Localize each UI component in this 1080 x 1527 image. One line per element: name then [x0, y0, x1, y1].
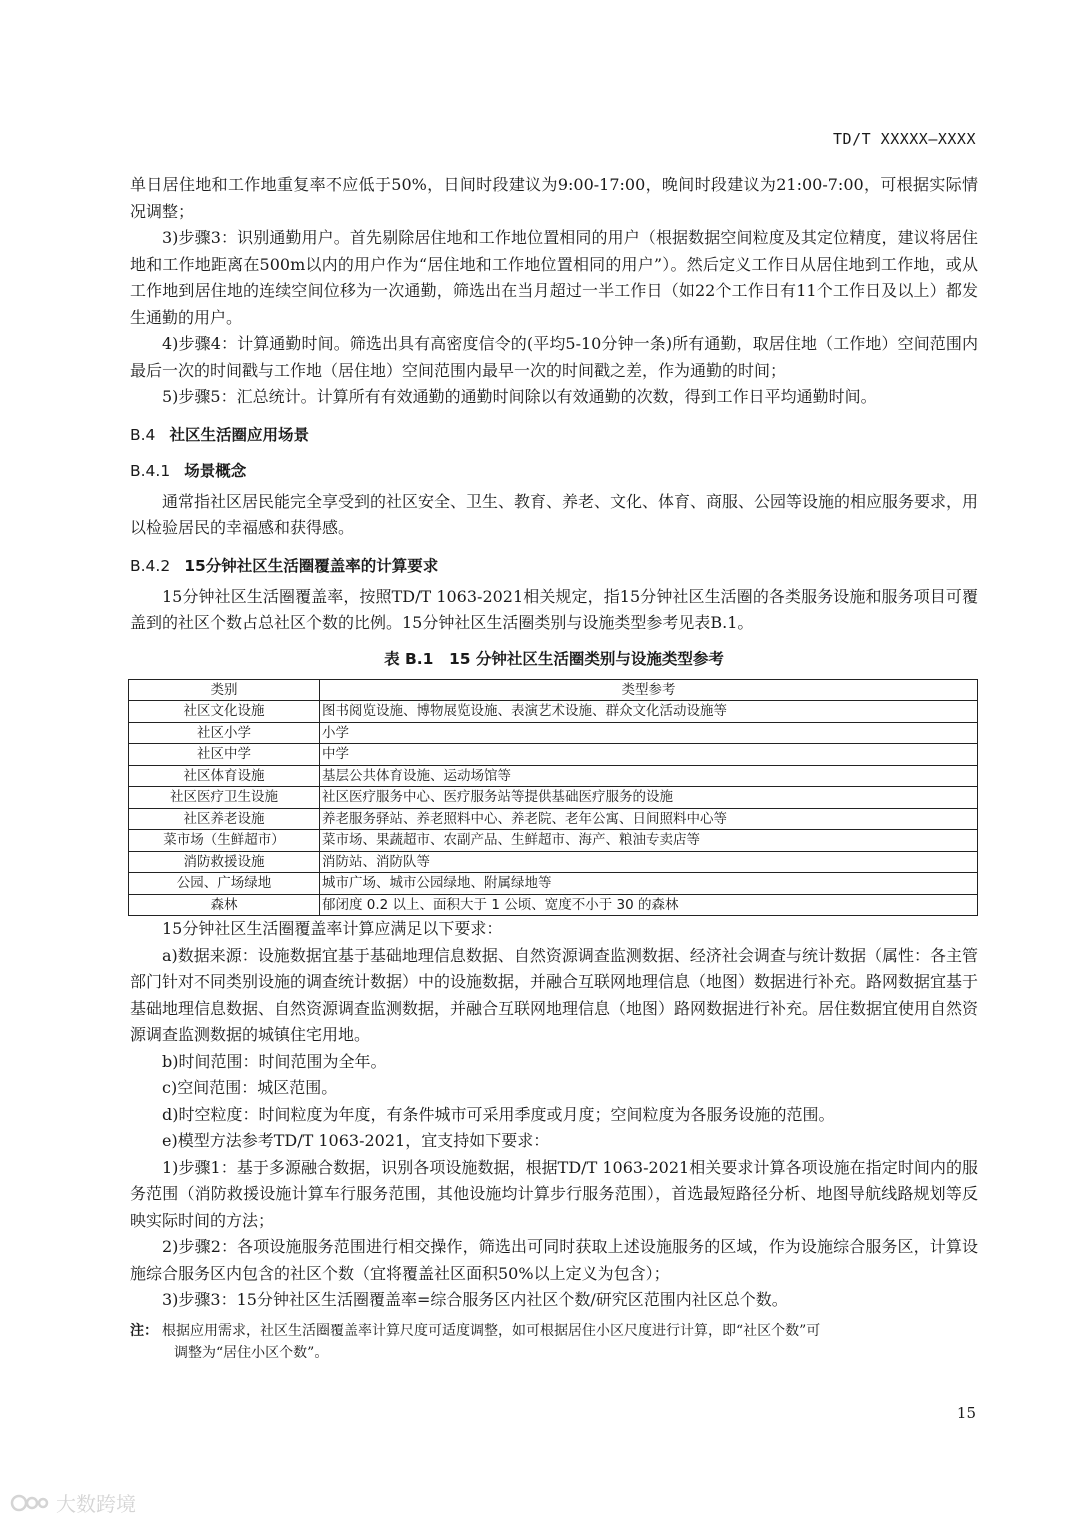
paragraph-req-b: b)时间范围：时间范围为全年。 — [162, 1051, 387, 1071]
paragraph-step2: 2)步骤2：各项设施服务范围进行相交操作，筛选出可同时获取上述设施服务的区域，作为设施综合服务区，计算设施综合服务区内包含的社区个数（宜将覆盖社区面积50%以上定义为包含）； — [130, 1237, 978, 1283]
table-caption: 表 B.1 15 分钟社区生活圈类别与设施类型参考 — [384, 649, 724, 668]
section-title: 15分钟社区生活圈覆盖率的计算要求 — [184, 556, 439, 575]
section-heading-b41 — [130, 459, 978, 483]
note — [130, 1320, 978, 1364]
paragraph-step3: 3)步骤3：识别通勤用户。首先剔除居住地和工作地位置相同的用户（根据数据空间粒度及其定位精度，建议将居住地和工作地距离在500m以内的用户作为“居住地和工作地位置相同的用户”）。然后定义工作日从居住地到工作地，或从工作地到居住地的连续空间位移为一次通勤，筛选出在当月超过一半工作日（如22个工作日有11个工作日及以上）都发生通勤的用户。 — [130, 228, 978, 327]
page-number: 15 — [956, 1404, 976, 1422]
paragraph-requirements-intro: 15分钟社区生活圈覆盖率计算应满足以下要求： — [162, 919, 503, 938]
table-row — [129, 744, 978, 766]
section-title: 社区生活圈应用场景 — [169, 425, 309, 444]
paragraph-req-e: e)模型方法参考TD/T 1063-2021，宜支持如下要求： — [162, 1131, 550, 1150]
paragraph-step5: 5)步骤5：汇总统计。计算所有有效通勤的通勤时间除以有效通勤的次数，得到工作日平均通勤时间。 — [162, 387, 877, 406]
watermark-text: 大数跨境 — [56, 1492, 136, 1516]
watermark — [10, 1488, 136, 1517]
table-row — [129, 894, 978, 916]
table-row — [129, 851, 978, 873]
table-row — [129, 808, 978, 830]
section-number: B.4.2 — [130, 556, 171, 575]
note-label: 注： — [130, 1322, 158, 1339]
document-number: TD/T XXXXX—XXXX — [833, 130, 976, 148]
paragraph-req-d: d)时空粒度：时间粒度为年度，有条件城市可采用季度或月度；空间粒度为各服务设施的范围。 — [162, 1104, 835, 1124]
paragraph-step3-coverage: 3)步骤3：15分钟社区生活圈覆盖率=综合服务区内社区个数/研究区范围内社区总个数。 — [162, 1290, 788, 1309]
cell-types: 菜市场、果蔬超市、农副产品、生鲜超市、海产、粮油专卖店等 — [320, 830, 978, 852]
cell-types: 养老服务驿站、养老照料中心、养老院、老年公寓、日间照料中心等 — [320, 808, 978, 830]
paragraph-step4: 4)步骤4：计算通勤时间。筛选出具有高密度信令的(平均5-10分钟一条)所有通勤，取居住地（工作地）空间范围内最后一次的时间戳与工作地（居住地）空间范围内最早一次的时间戳之差，作为通勤的时间； — [130, 334, 978, 380]
paragraph-b42: 15分钟社区生活圈覆盖率，按照TD/T 1063-2021相关规定，指15分钟社区生活圈的各类服务设施和服务项目可覆盖到的社区个数占总社区个数的比例。15分钟社区生活圈类别与设施类型参考见表B.1。 — [130, 586, 978, 632]
cell-category: 社区养老设施 — [129, 808, 320, 830]
table-header-row — [129, 679, 978, 701]
paragraph-req-a: a)数据来源：设施数据宜基于基础地理信息数据、自然资源调查监测数据、经济社会调查与统计数据（属性：各主管部门针对不同类别设施的调查统计数据）中的设施数据，并融合互联网地理信息（地图）数据进行补充。路网数据宜基于基础地理信息数据、自然资源调查监测数据，并融合互联网地理信息（地图）路网数据进行补充。居住数据宜使用自然资源调查监测数据的城镇住宅用地。 — [130, 945, 979, 1044]
section-number: B.4.1 — [130, 461, 171, 480]
cell-types: 图书阅览设施、博物展览设施、表演艺术设施、群众文化活动设施等 — [320, 701, 978, 723]
table-row — [129, 765, 978, 787]
cell-category: 消防救援设施 — [129, 851, 320, 873]
section-heading-b42 — [130, 554, 978, 578]
cell-category: 社区医疗卫生设施 — [129, 787, 320, 809]
cell-category: 社区小学 — [129, 722, 320, 744]
watermark-logo-icon — [10, 1491, 50, 1515]
section-number: B.4 — [130, 425, 156, 444]
table-row — [129, 722, 978, 744]
cell-category: 菜市场（生鲜超市） — [129, 830, 320, 852]
table-row — [129, 701, 978, 723]
cell-types: 消防站、消防队等 — [320, 851, 978, 873]
table-row — [129, 787, 978, 809]
page-body — [130, 172, 978, 1364]
cell-types: 小学 — [320, 722, 978, 744]
cell-types: 郁闭度 0.2 以上、面积大于 1 公顷、宽度不小于 30 的森林 — [320, 894, 978, 916]
table-row — [129, 830, 978, 852]
paragraph-b41: 通常指社区居民能完全享受到的社区安全、卫生、教育、养老、文化、体育、商服、公园等设施的相应服务要求，用以检验居民的幸福感和获得感。 — [130, 491, 979, 537]
note-line: 根据应用需求，社区生活圈覆盖率计算尺度可适度调整，如可根据居住小区尺度进行计算，即“社区个数”可 — [162, 1322, 821, 1339]
facility-table — [128, 679, 978, 917]
cell-category: 森林 — [129, 894, 320, 916]
paragraph: 单日居住地和工作地重复率不应低于50%，日间时段建议为9:00-17:00，晚间时段建议为21:00-7:00，可根据实际情况调整； — [130, 175, 978, 221]
section-heading-b4 — [130, 423, 978, 447]
header-category: 类别 — [129, 679, 320, 701]
cell-types: 基层公共体育设施、运动场馆等 — [320, 765, 978, 787]
cell-category: 公园、广场绿地 — [129, 873, 320, 895]
cell-types: 城市广场、城市公园绿地、附属绿地等 — [320, 873, 978, 895]
cell-types: 中学 — [320, 744, 978, 766]
header-type-reference: 类型参考 — [320, 679, 978, 701]
cell-category: 社区文化设施 — [129, 701, 320, 723]
cell-category: 社区中学 — [129, 744, 320, 766]
cell-types: 社区医疗服务中心、医疗服务站等提供基础医疗服务的设施 — [320, 787, 978, 809]
note-line: 调整为“居住小区个数”。 — [174, 1344, 329, 1361]
paragraph-step1: 1)步骤1：基于多源融合数据，识别各项设施数据，根据TD/T 1063-2021相关要求计算各项设施在指定时间内的服务范围（消防救援设施计算车行服务范围，其他设施均计算步行服务范围），首选最短路径分析、地图导航线路规划等反映实际时间的方法； — [130, 1157, 978, 1230]
paragraph-req-c: c)空间范围：城区范围。 — [162, 1078, 338, 1097]
cell-category: 社区体育设施 — [129, 765, 320, 787]
section-title: 场景概念 — [184, 461, 247, 480]
table-row — [129, 873, 978, 895]
